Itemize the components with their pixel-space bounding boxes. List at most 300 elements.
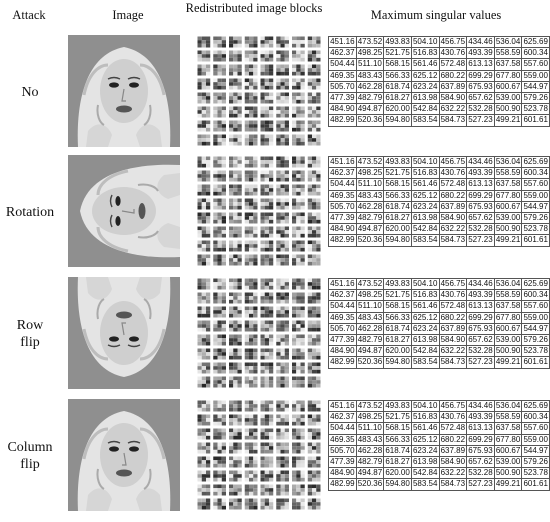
table-cell: 520.36 (357, 479, 383, 489)
table-row (329, 434, 550, 445)
table-cell: 484.90 (330, 346, 355, 356)
table-cell: 657.62 (468, 457, 493, 467)
table-row (329, 92, 550, 103)
table-cell: 456.75 (440, 279, 466, 289)
table-row (329, 468, 550, 479)
table-cell: 493.39 (468, 290, 493, 300)
table-cell: 579.26 (523, 335, 548, 345)
table-row (329, 81, 550, 92)
table-cell: 680.22 (440, 70, 466, 80)
table-cell: 566.33 (385, 312, 410, 322)
table-cell: 544.97 (523, 323, 548, 333)
table-cell: 469.35 (330, 312, 355, 322)
table-cell: 477.39 (330, 213, 355, 223)
table-cell: 473.52 (357, 157, 383, 167)
table-cell: 527.23 (468, 479, 493, 489)
table-cell: 625.69 (523, 401, 548, 411)
table-cell: 536.04 (495, 37, 521, 47)
table-cell: 500.90 (495, 346, 521, 356)
table-cell: 456.75 (440, 401, 466, 411)
table-cell: 572.48 (440, 423, 466, 433)
table-cell: 504.44 (330, 301, 355, 311)
table-cell: 505.70 (330, 323, 355, 333)
table-cell: 566.33 (385, 70, 410, 80)
table-cell: 539.00 (495, 93, 521, 103)
attack-label: No (21, 84, 39, 100)
table-cell: 623.24 (412, 445, 438, 455)
table-cell: 625.69 (523, 157, 548, 167)
table-cell: 523.78 (523, 346, 548, 356)
block-grid (196, 399, 322, 511)
singular-value-table (328, 400, 550, 491)
table-cell: 600.34 (523, 168, 548, 178)
table-cell: 482.79 (357, 457, 383, 467)
table-cell: 680.22 (440, 190, 466, 200)
table-cell: 482.99 (330, 235, 355, 245)
table-row (329, 179, 550, 190)
table-cell: 618.74 (385, 445, 410, 455)
table-cell: 677.80 (495, 70, 521, 80)
table-cell: 632.22 (440, 468, 466, 478)
table-cell: 623.24 (412, 81, 438, 91)
table-cell: 632.22 (440, 346, 466, 356)
table-cell: 559.00 (523, 312, 548, 322)
table-cell: 499.21 (495, 357, 521, 367)
table-cell: 561.46 (412, 59, 438, 69)
table-row (329, 412, 550, 423)
table-cell: 677.80 (495, 434, 521, 444)
singular-value-table (328, 36, 550, 127)
table-row (329, 70, 550, 81)
table-cell: 473.52 (357, 401, 383, 411)
table-cell: 623.24 (412, 323, 438, 333)
table-cell: 632.22 (440, 224, 466, 234)
table-cell: 572.48 (440, 179, 466, 189)
table-row (329, 290, 550, 301)
table-cell: 561.46 (412, 423, 438, 433)
singular-value-table (328, 278, 550, 369)
table-cell: 680.22 (440, 312, 466, 322)
table-cell: 583.54 (412, 479, 438, 489)
table-cell: 511.10 (358, 179, 382, 189)
table-cell: 583.54 (412, 235, 438, 245)
table-cell: 542.84 (412, 224, 438, 234)
table-cell: 482.99 (330, 357, 355, 367)
table-cell: 494.87 (357, 346, 383, 356)
table-cell: 482.99 (330, 115, 355, 125)
table-row (329, 401, 550, 412)
table-row (329, 235, 550, 246)
table-row (329, 115, 550, 126)
table-cell: 499.21 (495, 235, 521, 245)
table-cell: 594.80 (385, 479, 410, 489)
table-cell: 558.59 (495, 412, 521, 422)
table-cell: 637.89 (440, 445, 466, 455)
table-cell: 500.90 (495, 224, 521, 234)
table-cell: 618.27 (385, 457, 410, 467)
table-cell: 558.59 (495, 48, 521, 58)
table-row (329, 346, 550, 357)
table-cell: 675.93 (468, 81, 493, 91)
table-cell: 469.35 (330, 70, 355, 80)
table-cell: 620.00 (385, 346, 410, 356)
table-cell: 482.79 (357, 335, 383, 345)
table-cell: 613.98 (412, 457, 438, 467)
table-cell: 637.58 (495, 423, 521, 433)
table-cell: 451.16 (330, 37, 355, 47)
table-cell: 504.10 (412, 157, 438, 167)
table-cell: 542.84 (412, 346, 438, 356)
table-cell: 493.83 (385, 157, 410, 167)
table-cell: 493.39 (468, 48, 493, 58)
table-cell: 623.24 (412, 201, 438, 211)
table-cell: 558.59 (495, 168, 521, 178)
table-cell: 594.80 (385, 235, 410, 245)
table-cell: 434.46 (468, 37, 493, 47)
table-row (329, 190, 550, 201)
table-cell: 532.28 (468, 224, 493, 234)
table-cell: 699.29 (468, 434, 493, 444)
table-cell: 484.90 (330, 104, 355, 114)
table-cell: 494.87 (357, 224, 383, 234)
table-cell: 618.74 (385, 323, 410, 333)
table-cell: 594.80 (385, 115, 410, 125)
table-cell: 584.73 (440, 115, 466, 125)
table-cell: 594.80 (385, 357, 410, 367)
table-cell: 462.28 (357, 323, 383, 333)
table-cell: 462.28 (357, 81, 383, 91)
table-row (329, 479, 550, 490)
table-cell: 559.00 (523, 434, 548, 444)
table-cell: 430.76 (440, 48, 466, 58)
table-cell: 484.90 (330, 224, 355, 234)
table-cell: 601.61 (523, 235, 548, 245)
table-cell: 613.13 (468, 59, 493, 69)
table-cell: 561.46 (412, 301, 438, 311)
table-cell: 601.61 (523, 479, 548, 489)
table-cell: 532.28 (468, 104, 493, 114)
table-cell: 613.13 (468, 423, 493, 433)
table-cell: 516.83 (412, 412, 438, 422)
table-cell: 516.83 (412, 168, 438, 178)
table-cell: 583.54 (412, 115, 438, 125)
table-cell: 699.29 (468, 312, 493, 322)
block-grid (196, 277, 322, 389)
table-row (329, 201, 550, 212)
table-cell: 620.00 (385, 468, 410, 478)
table-cell: 625.12 (412, 190, 438, 200)
table-cell: 677.80 (495, 190, 521, 200)
table-cell: 520.36 (357, 115, 383, 125)
table-cell: 618.74 (385, 201, 410, 211)
table-cell: 462.37 (330, 48, 355, 58)
attack-label: Rotation (5, 204, 55, 220)
table-cell: 527.23 (468, 235, 493, 245)
table-cell: 498.25 (357, 168, 383, 178)
singular-value-table (328, 156, 550, 247)
table-cell: 483.43 (357, 434, 383, 444)
table-cell: 473.52 (357, 37, 383, 47)
face-image (68, 277, 180, 389)
table-cell: 493.39 (468, 168, 493, 178)
table-cell: 477.39 (330, 335, 355, 345)
table-cell: 477.39 (330, 457, 355, 467)
table-cell: 584.90 (440, 335, 466, 345)
table-cell: 462.28 (357, 445, 383, 455)
table-cell: 483.43 (357, 312, 383, 322)
header-attack: Attack (12, 8, 46, 22)
table-cell: 584.73 (440, 357, 466, 367)
face-image (68, 399, 180, 511)
table-cell: 618.74 (385, 81, 410, 91)
table-row (329, 212, 550, 223)
block-grid (196, 35, 322, 147)
table-cell: 521.75 (385, 290, 410, 300)
table-cell: 516.83 (412, 48, 438, 58)
table-cell: 699.29 (468, 190, 493, 200)
table-cell: 482.79 (357, 213, 383, 223)
table-cell: 504.10 (412, 37, 438, 47)
table-cell: 618.27 (385, 335, 410, 345)
table-cell: 557.60 (523, 59, 548, 69)
table-cell: 637.58 (495, 179, 521, 189)
table-cell: 613.13 (468, 301, 493, 311)
table-cell: 572.48 (440, 301, 466, 311)
table-cell: 559.00 (523, 190, 548, 200)
table-cell: 504.44 (330, 179, 355, 189)
table-cell: 558.59 (495, 290, 521, 300)
table-cell: 625.12 (412, 434, 438, 444)
table-cell: 675.93 (468, 201, 493, 211)
header-max-singular-values: Maximum singular values (370, 8, 502, 22)
table-cell: 637.58 (495, 59, 521, 69)
table-cell: 601.61 (523, 115, 548, 125)
table-cell: 657.62 (468, 335, 493, 345)
table-cell: 584.90 (440, 213, 466, 223)
table-cell: 584.90 (440, 93, 466, 103)
table-cell: 600.67 (495, 201, 521, 211)
table-cell: 521.75 (385, 168, 410, 178)
table-cell: 568.15 (385, 301, 410, 311)
table-cell: 477.39 (330, 93, 355, 103)
table-cell: 493.83 (385, 401, 410, 411)
table-cell: 527.23 (468, 357, 493, 367)
table-cell: 579.26 (523, 457, 548, 467)
table-cell: 505.70 (330, 445, 355, 455)
table-cell: 600.67 (495, 445, 521, 455)
table-cell: 542.84 (412, 104, 438, 114)
table-cell: 566.33 (385, 190, 410, 200)
table-cell: 493.83 (385, 279, 410, 289)
table-cell: 618.27 (385, 93, 410, 103)
table-cell: 539.00 (495, 335, 521, 345)
table-row (329, 157, 550, 168)
table-cell: 568.15 (385, 423, 410, 433)
face-image (68, 155, 180, 267)
table-row (329, 301, 550, 312)
table-cell: 542.84 (412, 468, 438, 478)
table-cell: 579.26 (523, 93, 548, 103)
table-row (329, 104, 550, 115)
table-row (329, 423, 550, 434)
table-cell: 456.75 (440, 157, 466, 167)
table-cell: 504.44 (330, 59, 355, 69)
table-cell: 657.62 (468, 213, 493, 223)
table-row (329, 445, 550, 456)
attack-row (0, 153, 550, 271)
table-cell: 544.97 (523, 81, 548, 91)
table-cell: 483.43 (357, 190, 383, 200)
attack-row (0, 33, 550, 151)
table-cell: 561.46 (412, 179, 438, 189)
table-cell: 484.90 (330, 468, 355, 478)
table-cell: 600.34 (523, 48, 548, 58)
table-cell: 494.87 (357, 468, 383, 478)
table-cell: 699.29 (468, 70, 493, 80)
table-cell: 637.89 (440, 81, 466, 91)
attack-row (0, 275, 550, 393)
table-cell: 504.44 (330, 423, 355, 433)
table-cell: 462.37 (330, 168, 355, 178)
table-cell: 456.75 (440, 37, 466, 47)
table-cell: 625.69 (523, 37, 548, 47)
table-cell: 451.16 (330, 157, 355, 167)
table-cell: 511.10 (358, 301, 382, 311)
table-cell: 583.54 (412, 357, 438, 367)
table-cell: 469.35 (330, 190, 355, 200)
table-cell: 557.60 (523, 301, 548, 311)
block-grid (196, 155, 322, 267)
table-cell: 536.04 (495, 157, 521, 167)
table-cell: 625.12 (412, 312, 438, 322)
table-cell: 620.00 (385, 224, 410, 234)
table-cell: 482.79 (357, 93, 383, 103)
table-cell: 584.90 (440, 457, 466, 467)
table-cell: 462.37 (330, 412, 355, 422)
table-cell: 451.16 (330, 401, 355, 411)
table-row (329, 224, 550, 235)
table-cell: 505.70 (330, 81, 355, 91)
table-cell: 600.34 (523, 290, 548, 300)
header-redistributed-blocks: Redistributed image blocks (185, 1, 323, 15)
table-cell: 532.28 (468, 346, 493, 356)
table-cell: 430.76 (440, 290, 466, 300)
table-cell: 613.13 (468, 179, 493, 189)
table-cell: 566.33 (385, 434, 410, 444)
table-cell: 498.25 (357, 290, 383, 300)
table-cell: 430.76 (440, 412, 466, 422)
table-cell: 579.26 (523, 213, 548, 223)
table-cell: 539.00 (495, 213, 521, 223)
table-cell: 572.48 (440, 59, 466, 69)
attack-label: Column flip (7, 440, 53, 472)
table-cell: 527.23 (468, 115, 493, 125)
table-cell: 675.93 (468, 323, 493, 333)
table-cell: 434.46 (468, 157, 493, 167)
table-cell: 499.21 (495, 115, 521, 125)
table-cell: 521.75 (385, 48, 410, 58)
table-cell: 532.28 (468, 468, 493, 478)
table-cell: 451.16 (330, 279, 355, 289)
table-cell: 482.99 (330, 479, 355, 489)
table-cell: 483.43 (357, 70, 383, 80)
table-cell: 657.62 (468, 93, 493, 103)
table-cell: 568.15 (385, 179, 410, 189)
table-cell: 632.22 (440, 104, 466, 114)
table-cell: 494.87 (357, 104, 383, 114)
table-cell: 499.21 (495, 479, 521, 489)
table-cell: 500.90 (495, 104, 521, 114)
attack-label: Row flip (16, 318, 44, 350)
table-cell: 500.90 (495, 468, 521, 478)
table-cell: 637.58 (495, 301, 521, 311)
table-cell: 523.78 (523, 468, 548, 478)
table-cell: 600.67 (495, 323, 521, 333)
table-cell: 473.52 (357, 279, 383, 289)
table-cell: 520.36 (357, 235, 383, 245)
table-row (329, 59, 550, 70)
table-cell: 544.97 (523, 201, 548, 211)
table-cell: 625.12 (412, 70, 438, 80)
table-cell: 462.28 (357, 201, 383, 211)
table-cell: 625.69 (523, 279, 548, 289)
table-cell: 557.60 (523, 423, 548, 433)
table-cell: 462.37 (330, 290, 355, 300)
table-cell: 430.76 (440, 168, 466, 178)
table-cell: 618.27 (385, 213, 410, 223)
table-cell: 613.98 (412, 213, 438, 223)
table-cell: 498.25 (357, 48, 383, 58)
table-row (329, 357, 550, 368)
table-cell: 511.10 (358, 59, 382, 69)
table-cell: 584.73 (440, 479, 466, 489)
table-cell: 559.00 (523, 70, 548, 80)
table-row (329, 48, 550, 59)
table-cell: 511.10 (358, 423, 382, 433)
table-cell: 504.10 (412, 279, 438, 289)
table-cell: 613.98 (412, 93, 438, 103)
table-cell: 504.10 (412, 401, 438, 411)
table-cell: 557.60 (523, 179, 548, 189)
table-cell: 520.36 (357, 357, 383, 367)
header-image: Image (112, 8, 144, 22)
attack-row (0, 397, 550, 515)
table-cell: 523.78 (523, 224, 548, 234)
table-row (329, 456, 550, 467)
table-cell: 677.80 (495, 312, 521, 322)
table-cell: 637.89 (440, 323, 466, 333)
table-cell: 680.22 (440, 434, 466, 444)
table-row (329, 323, 550, 334)
table-cell: 493.39 (468, 412, 493, 422)
table-cell: 637.89 (440, 201, 466, 211)
table-cell: 516.83 (412, 290, 438, 300)
table-cell: 544.97 (523, 445, 548, 455)
table-cell: 434.46 (468, 401, 493, 411)
table-cell: 434.46 (468, 279, 493, 289)
table-cell: 539.00 (495, 457, 521, 467)
table-cell: 584.73 (440, 235, 466, 245)
table-cell: 493.83 (385, 37, 410, 47)
table-cell: 536.04 (495, 279, 521, 289)
table-cell: 600.34 (523, 412, 548, 422)
table-row (329, 168, 550, 179)
table-cell: 601.61 (523, 357, 548, 367)
table-cell: 521.75 (385, 412, 410, 422)
table-row (329, 334, 550, 345)
table-cell: 536.04 (495, 401, 521, 411)
table-cell: 505.70 (330, 201, 355, 211)
